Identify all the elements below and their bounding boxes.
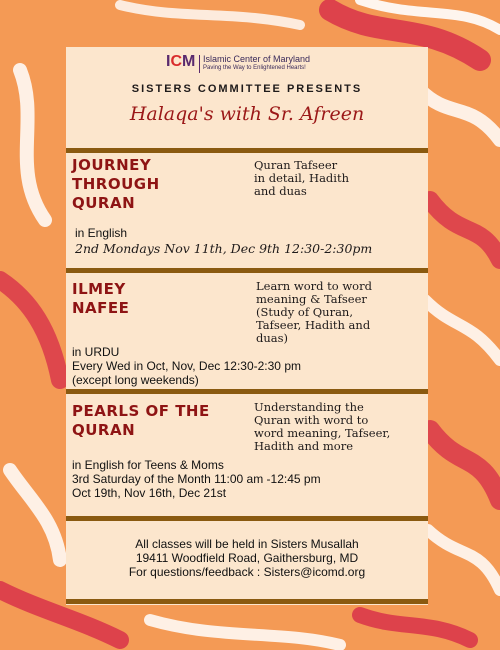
- section-description: Understanding the Quran with word to word meaning, Tafseer, Hadith and more: [254, 400, 391, 453]
- section-divider-1: [66, 148, 428, 153]
- section-language: in English: [75, 226, 128, 240]
- section-divider-3: [66, 389, 428, 394]
- footer-info: [66, 537, 428, 579]
- section-schedule: 2nd Mondays Nov 11th, Dec 9th 12:30-2:30pm: [75, 241, 373, 256]
- icm-logo-mark: ICM: [166, 53, 196, 70]
- section-note: (except long weekends): [72, 373, 199, 387]
- section-language: in URDU: [72, 345, 120, 359]
- section-title: PEARLS OF THE QURAN: [72, 402, 210, 439]
- flyer-title: Halaqa's with Sr. Afreen: [129, 103, 365, 125]
- footer-location: All classes will be held in Sisters Musallah: [135, 537, 359, 551]
- flyer-card: [66, 47, 428, 605]
- section-title: JOURNEY THROUGH QURAN: [72, 156, 160, 212]
- presenter-line: SISTERS COMMITTEE PRESENTS: [131, 83, 363, 95]
- section-divider-5: [66, 599, 428, 604]
- section-divider-4: [66, 516, 428, 521]
- section-schedule: 3rd Saturday of the Month 11:00 am -12:45 pm: [72, 472, 321, 486]
- section-description: Quran Tafseer in detail, Hadith and duas: [254, 158, 350, 198]
- section-description: Learn word to word meaning & Tafseer (Study of Quran, Tafseer, Hadith and duas): [256, 279, 372, 345]
- section-language: in English for Teens & Moms: [72, 458, 224, 472]
- organization-name: Islamic Center of Maryland: [203, 54, 311, 64]
- organization-logo: [166, 53, 346, 75]
- organization-tagline: Paving the Way to Enlightened Hearts!: [203, 65, 306, 71]
- footer-contact: For questions/feedback : Sisters@icomd.org: [128, 565, 366, 579]
- logo-divider: [199, 55, 200, 73]
- section-divider-2: [66, 268, 428, 273]
- section-title: ILMEY NAFEE: [72, 280, 130, 317]
- section-dates: Oct 19th, Nov 16th, Dec 21st: [72, 486, 227, 500]
- section-schedule: Every Wed in Oct, Nov, Dec 12:30-2:30 pm: [72, 359, 301, 373]
- footer-address: 19411 Woodfield Road, Gaithersburg, MD: [135, 551, 359, 565]
